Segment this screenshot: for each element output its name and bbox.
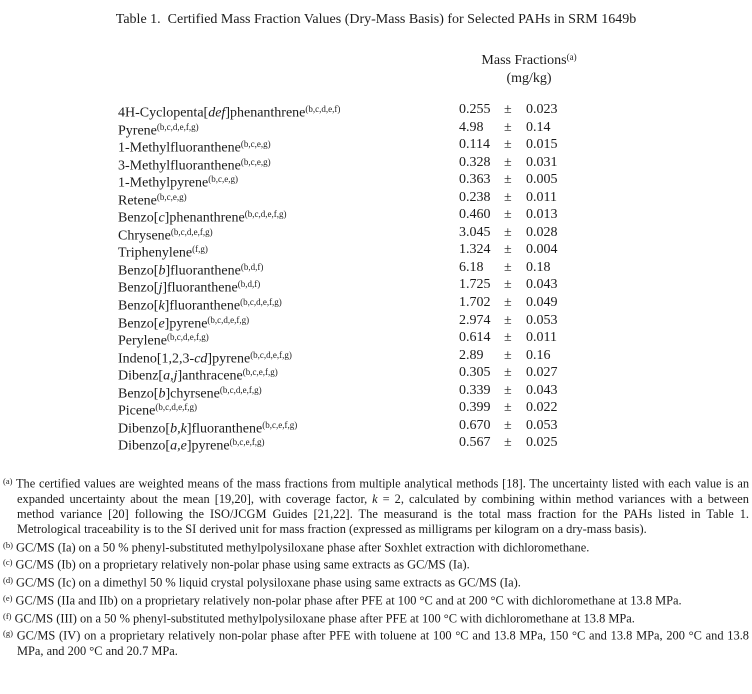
mass-fraction xyxy=(459,329,557,347)
mass-fraction-value: 0.363 xyxy=(459,172,491,188)
mass-fraction-value: 0.614 xyxy=(459,330,491,346)
table-row xyxy=(0,294,752,312)
compound-footnote-markers: (b,c,d,e,f,g) xyxy=(219,384,262,395)
text: 1-Methylpyrene xyxy=(118,175,209,191)
text: GC/MS (III) on a 50 % phenyl-substituted methylpolysiloxane phase after PFE at 100 °C with dichloromethane at 13.8 MPa. xyxy=(14,611,635,625)
table-row xyxy=(0,171,752,189)
compound-footnote-markers: (b,c,d,e,f,g) xyxy=(170,226,213,237)
table-row xyxy=(0,312,752,330)
table-row xyxy=(0,347,752,365)
plus-minus-sign: ± xyxy=(504,347,512,363)
uncertainty-value: 0.043 xyxy=(526,277,558,293)
uncertainty-value: 0.015 xyxy=(526,137,558,153)
mass-fraction xyxy=(459,206,558,224)
text: Perylene xyxy=(118,333,167,349)
compound-footnote-markers: (b,c,e,g) xyxy=(240,139,271,150)
text: Picene xyxy=(118,403,156,419)
mass-fraction xyxy=(459,189,557,207)
table-row xyxy=(0,189,752,207)
plus-minus-sign: ± xyxy=(504,417,512,433)
text: Benzo[ xyxy=(118,263,159,279)
compound-footnote-markers: (b,c,d,e,f,g) xyxy=(166,332,209,343)
uncertainty-value: 0.022 xyxy=(526,400,558,416)
italic-text: a,e xyxy=(170,438,187,454)
compound-footnote-markers: (b,c,d,e,f) xyxy=(305,104,341,114)
plus-minus-sign: ± xyxy=(504,277,512,293)
mass-fraction xyxy=(459,417,558,435)
text: Benzo[ xyxy=(118,316,159,332)
footnote xyxy=(3,573,749,591)
compound-footnote-markers: (b,c,e,g) xyxy=(156,191,187,202)
footnote-marker: (a) xyxy=(3,476,13,486)
text: ]fluoranthene xyxy=(162,280,238,296)
uncertainty-value: 0.011 xyxy=(526,330,557,346)
text: ]pyrene xyxy=(186,438,230,454)
plus-minus-sign: ± xyxy=(504,295,512,311)
text: Triphenylene xyxy=(118,245,193,261)
table-row xyxy=(0,382,752,400)
compound-footnote-markers: (b,c,e,f,g) xyxy=(262,419,298,430)
compound-footnote-markers: (b,c,d,e,f,g) xyxy=(244,209,287,220)
footnote-marker: (d) xyxy=(3,575,13,585)
footnotes-section xyxy=(3,474,749,659)
table-body xyxy=(0,101,752,452)
table-row xyxy=(0,241,752,259)
italic-text: b xyxy=(158,386,166,402)
mass-fraction xyxy=(459,364,558,382)
uncertainty-value: 0.005 xyxy=(526,172,558,188)
table-row xyxy=(0,259,752,277)
mass-fraction-value: 2.974 xyxy=(459,312,491,328)
compound-footnote-markers: (b,c,e,f,g) xyxy=(242,367,278,378)
text: Benzo[ xyxy=(118,210,159,226)
column-header-label-text: Mass Fractions xyxy=(481,53,567,68)
plus-minus-sign: ± xyxy=(504,137,512,153)
compound-footnote-markers: (b,c,e,g) xyxy=(208,174,238,185)
text: ]phenanthrene xyxy=(164,210,245,226)
text: Benzo[ xyxy=(118,298,159,314)
uncertainty-value: 0.027 xyxy=(526,365,558,381)
footnote xyxy=(3,474,749,538)
italic-text: k xyxy=(372,491,378,506)
column-header-label xyxy=(450,49,608,70)
plus-minus-sign: ± xyxy=(504,172,512,188)
text: GC/MS (Ib) on a proprietary relatively non-polar phase using same extracts as GC/MS (Ia). xyxy=(15,557,470,572)
uncertainty-value: 0.053 xyxy=(526,417,558,433)
column-header xyxy=(450,49,608,87)
mass-fraction xyxy=(459,101,558,119)
table-title: Table 1. Certified Mass Fraction Values (Dry-Mass Basis) for Selected PAHs in SRM 1649b xyxy=(115,12,637,27)
footnote-marker: (g) xyxy=(3,628,13,639)
compound-footnote-markers: (b,c,d,e,f,g) xyxy=(207,314,250,325)
text: Dibenzo[ xyxy=(118,438,171,454)
compound-footnote-markers: (b,c,d,e,f,g) xyxy=(156,121,199,132)
text: Chrysene xyxy=(118,228,171,244)
mass-fraction xyxy=(459,399,558,417)
table-row xyxy=(0,329,752,347)
italic-text: j xyxy=(158,280,163,296)
compound-name xyxy=(118,434,265,455)
plus-minus-sign: ± xyxy=(504,330,512,346)
footnote xyxy=(3,538,749,556)
plus-minus-sign: ± xyxy=(504,224,512,240)
table-row xyxy=(0,434,752,452)
text: 1-Methylfluoranthene xyxy=(118,140,241,156)
uncertainty-value: 0.028 xyxy=(526,224,558,240)
mass-fraction-value: 0.460 xyxy=(459,207,491,223)
mass-fraction xyxy=(459,276,558,294)
footnote xyxy=(3,591,749,609)
mass-fraction xyxy=(459,171,558,189)
text: ]fluoranthene xyxy=(165,263,241,279)
plus-minus-sign: ± xyxy=(504,119,512,135)
text: ]phenanthrene xyxy=(225,105,306,121)
mass-fraction-value: 2.89 xyxy=(459,347,484,363)
mass-fraction-value: 0.238 xyxy=(459,189,491,205)
italic-text: b xyxy=(158,263,166,279)
plus-minus-sign: ± xyxy=(504,207,512,223)
plus-minus-sign: ± xyxy=(504,154,512,170)
footnote-marker: (f) xyxy=(3,610,12,621)
italic-text: cd xyxy=(194,351,208,367)
column-header-footnote-marker: (a) xyxy=(566,52,577,62)
plus-minus-sign: ± xyxy=(504,189,512,205)
text: ]pyrene xyxy=(164,316,208,332)
uncertainty-value: 0.011 xyxy=(526,189,557,205)
compound-footnote-markers: (f,g) xyxy=(192,244,208,255)
plus-minus-sign: ± xyxy=(504,382,512,398)
italic-text: c xyxy=(158,210,165,226)
mass-fraction-value: 1.725 xyxy=(459,277,491,293)
text: GC/MS (Ia) on a 50 % phenyl-substituted methylpolysiloxane phase after Soxhlet extraction with dichloromethane. xyxy=(16,540,590,554)
table-row xyxy=(0,101,752,119)
compound-footnote-markers: (b,c,d,e,f,g) xyxy=(155,402,198,413)
plus-minus-sign: ± xyxy=(504,365,512,381)
mass-fraction xyxy=(459,294,558,312)
uncertainty-value: 0.043 xyxy=(526,382,558,398)
mass-fraction xyxy=(459,154,558,172)
text: ]fluoranthene xyxy=(164,298,241,314)
uncertainty-value: 0.023 xyxy=(526,102,558,117)
italic-text: b,k xyxy=(170,421,187,437)
footnote-marker: (c) xyxy=(3,557,13,568)
text: GC/MS (Ic) on a dimethyl 50 % liquid crystal polysiloxane phase using same extracts as GC/MS (Ia). xyxy=(16,575,521,590)
text: GC/MS (IIa and IIb) on a proprietary relatively non-polar phase after PFE at 100 °C and at 200 °C with dichloromethane at 13.8 MPa. xyxy=(15,593,682,608)
text: Retene xyxy=(118,193,157,209)
uncertainty-value: 0.025 xyxy=(526,435,558,451)
compound-footnote-markers: (b,c,d,e,f,g) xyxy=(240,297,282,308)
text: The certified values are weighted means of the mass fractions from multiple analytical methods [18]. The uncertainty listed with each value is an expanded uncertainty about the mean [19,20], with coverage factor, xyxy=(15,476,750,506)
text: ]chyrsene xyxy=(165,386,220,402)
text: Benzo[ xyxy=(118,386,159,402)
text: Pyrene xyxy=(118,123,157,139)
column-header-unit: (mg/kg) xyxy=(506,70,552,86)
mass-fraction-value: 0.399 xyxy=(459,400,491,416)
text: ]pyrene xyxy=(207,351,251,367)
table-row xyxy=(0,136,752,154)
uncertainty-value: 0.049 xyxy=(526,295,558,311)
table-row xyxy=(0,119,752,137)
mass-fraction-value: 1.702 xyxy=(459,295,491,311)
mass-fraction-value: 0.567 xyxy=(459,435,491,451)
text: 3-Methylfluoranthene xyxy=(118,158,241,174)
mass-fraction xyxy=(459,434,558,452)
mass-fraction xyxy=(459,224,558,242)
table-row xyxy=(0,276,752,294)
table-row xyxy=(0,206,752,224)
text: GC/MS (IV) on a proprietary relatively non-polar phase after PFE with toluene at 100 °C and 13.8 MPa, 150 °C and 13.8 MPa, 200 °C and 13.8 MPa, and 200 °C and 20.7 MPa. xyxy=(16,628,749,658)
plus-minus-sign: ± xyxy=(504,242,512,258)
mass-fraction-value: 0.305 xyxy=(459,365,491,381)
mass-fraction xyxy=(459,119,551,137)
table-row xyxy=(0,417,752,435)
mass-fraction xyxy=(459,259,551,277)
compound-footnote-markers: (b,d,f) xyxy=(240,261,264,272)
plus-minus-sign: ± xyxy=(504,259,512,275)
plus-minus-sign: ± xyxy=(504,102,512,117)
plus-minus-sign: ± xyxy=(504,400,512,416)
table-row xyxy=(0,224,752,242)
text: Benzo[ xyxy=(118,280,159,296)
table-row xyxy=(0,154,752,172)
footnote xyxy=(3,626,749,659)
mass-fraction-value: 6.18 xyxy=(459,259,484,275)
mass-fraction xyxy=(459,241,558,259)
italic-text: def xyxy=(208,105,226,121)
uncertainty-value: 0.004 xyxy=(526,242,558,258)
mass-fraction-value: 0.670 xyxy=(459,417,491,433)
table-row xyxy=(0,364,752,382)
compound-footnote-markers: (b,d,f) xyxy=(237,279,261,290)
plus-minus-sign: ± xyxy=(504,312,512,328)
mass-fraction-value: 4.98 xyxy=(459,119,484,135)
mass-fraction xyxy=(459,312,558,330)
mass-fraction-value: 3.045 xyxy=(459,224,491,240)
mass-fraction-value: 0.255 xyxy=(459,102,491,117)
text: Dibenzo[ xyxy=(118,421,171,437)
compound-footnote-markers: (b,c,e,g) xyxy=(240,156,271,167)
mass-fraction-value: 0.114 xyxy=(459,137,490,153)
italic-text: k xyxy=(158,298,165,314)
mass-fraction xyxy=(459,382,558,400)
compound-footnote-markers: (b,c,d,e,f,g) xyxy=(250,349,292,360)
text: 4H-Cyclopenta[ xyxy=(118,105,209,121)
mass-fraction-value: 0.328 xyxy=(459,154,491,170)
text: ]anthracene xyxy=(177,368,243,384)
footnote-marker: (b) xyxy=(3,539,13,550)
mass-fraction xyxy=(459,136,558,154)
uncertainty-value: 0.013 xyxy=(526,207,558,223)
text: Dibenz[ xyxy=(118,368,164,384)
uncertainty-value: 0.14 xyxy=(526,119,551,135)
footnote xyxy=(3,555,749,573)
mass-fraction xyxy=(459,347,551,365)
text: ]fluoranthene xyxy=(186,421,263,437)
italic-text: e xyxy=(158,316,165,332)
uncertainty-value: 0.053 xyxy=(526,312,558,328)
plus-minus-sign: ± xyxy=(504,435,512,451)
footnote xyxy=(3,609,749,627)
compound-footnote-markers: (b,c,e,f,g) xyxy=(229,437,265,448)
mass-fraction-value: 0.339 xyxy=(459,382,491,398)
text: Indeno[1,2,3- xyxy=(118,351,195,367)
text: = 2, calculated by combining within method variances with a between method variance [20] following the ISO/JCGM Guides [21,22]. The measurand is the total mass fraction for the PAHs listed in Table 1. Metrological traceability is to the SI derived unit for mass fraction (expressed as milligrams per kilogram on a dry-mass basis). xyxy=(17,491,749,537)
footnote-marker: (e) xyxy=(3,592,13,603)
uncertainty-value: 0.031 xyxy=(526,154,558,170)
mass-fraction-value: 1.324 xyxy=(459,242,491,258)
uncertainty-value: 0.18 xyxy=(526,259,551,275)
italic-text: a,j xyxy=(163,368,178,384)
table-row xyxy=(0,399,752,417)
uncertainty-value: 0.16 xyxy=(526,347,551,363)
